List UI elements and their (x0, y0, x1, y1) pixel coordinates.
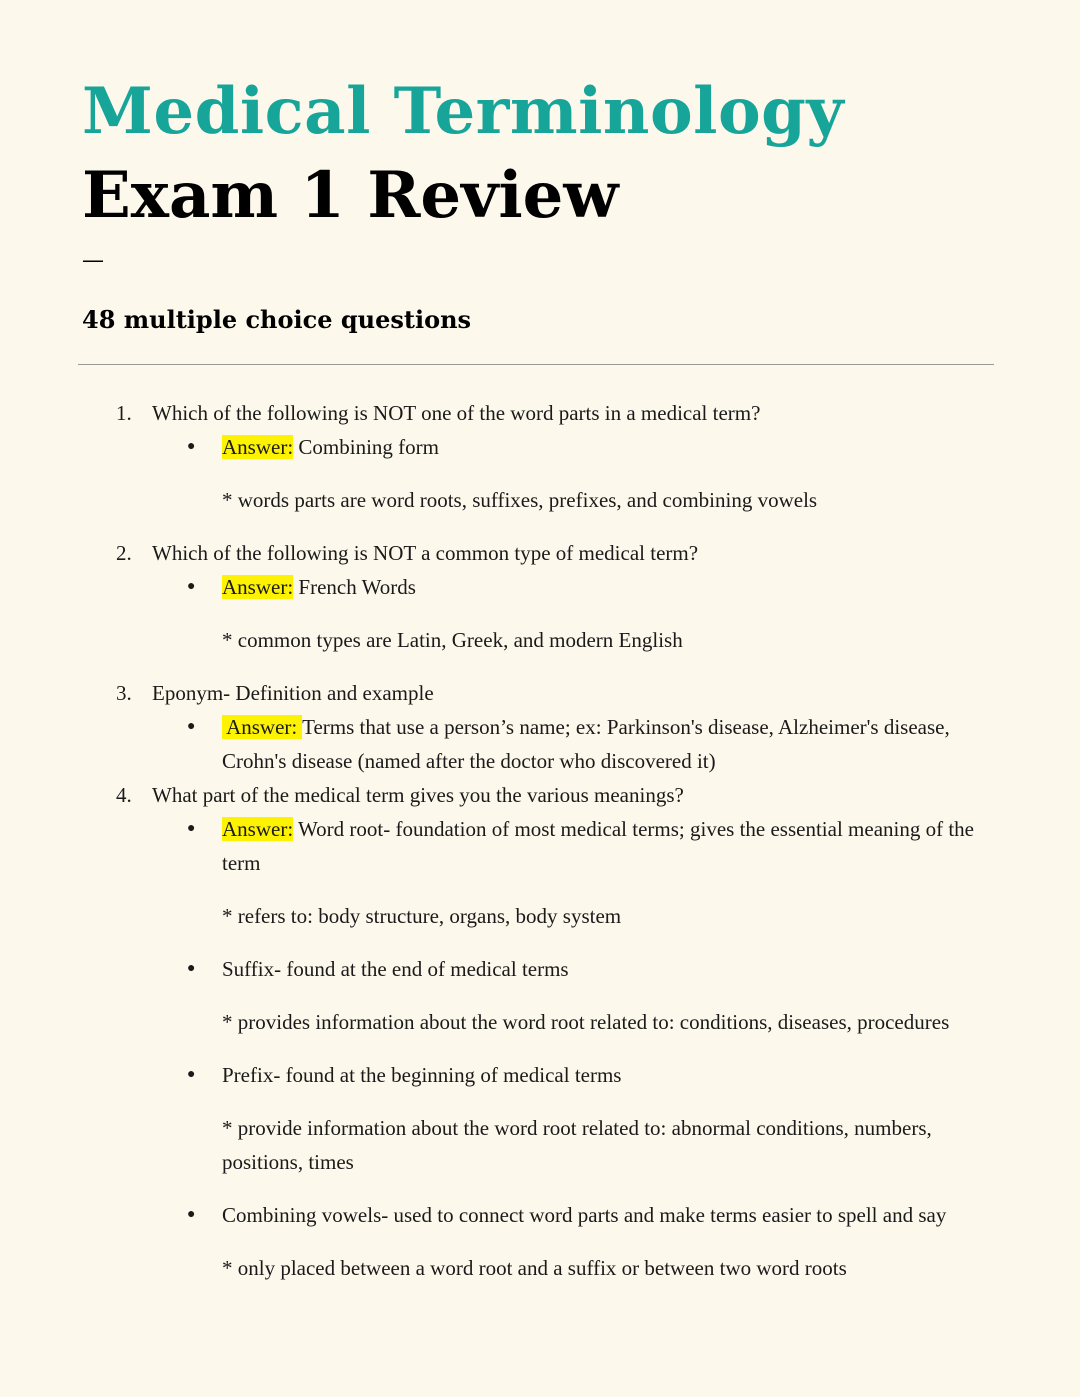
question-text: Eponym- Definition and example (152, 681, 434, 705)
answer-text: Word root- foundation of most medical terms; gives the essential meaning of the term (222, 817, 975, 875)
answer-label: Answer: (222, 575, 294, 599)
question-number: 1. (116, 401, 132, 425)
question-text: Which of the following is NOT one of the word parts in a medical term? (152, 401, 761, 425)
answer-text: Combining form (293, 435, 439, 459)
answer-text: French Words (293, 575, 416, 599)
question-number: 2. (116, 541, 132, 565)
title-exam-review: Exam 1 Review (82, 158, 619, 233)
question-text: What part of the medical term gives you the various meanings? (152, 783, 684, 807)
bullet-icon: ● (187, 1207, 196, 1222)
question-text: Which of the following is NOT a common type of medical term? (152, 541, 699, 565)
note-suffix: * provides information about the word root related to: conditions, diseases, procedures (222, 1010, 950, 1034)
bullet-icon: ● (187, 439, 196, 454)
answer-3 (0, 710, 1080, 778)
divider (78, 364, 994, 365)
question-number: 3. (116, 681, 132, 705)
part-text: Combining vowels- used to connect word parts and make terms easier to spell and say (222, 1203, 947, 1227)
answer-2 (0, 570, 1080, 604)
part-combining-vowels (0, 1198, 1080, 1232)
bullet-icon: ● (187, 821, 196, 836)
question-3 (0, 676, 1080, 710)
bullet-icon: ● (187, 1067, 196, 1082)
part-text: Prefix- found at the beginning of medical terms (222, 1063, 622, 1087)
answer-text: Terms that use a person’s name; ex: Parkinson's disease, Alzheimer's disease, Crohn's disease (named after the doctor who discovered it) (222, 715, 950, 773)
question-2 (0, 536, 1080, 570)
bullet-icon: ● (187, 579, 196, 594)
question-1 (0, 396, 1080, 430)
question-number: 4. (116, 783, 132, 807)
subtitle: 48 multiple choice questions (82, 305, 472, 334)
bullet-icon: ● (187, 961, 196, 976)
answer-label: Answer: (222, 817, 294, 841)
answer-1 (0, 430, 1080, 464)
part-text: Suffix- found at the end of medical terms (222, 957, 569, 981)
answer-label: Answer: (222, 715, 303, 739)
note-combining-vowels: * only placed between a word root and a suffix or between two word roots (222, 1256, 847, 1280)
title-medical-terminology: Medical Terminology (82, 74, 845, 149)
part-suffix (0, 952, 1080, 986)
answer-label: Answer: (222, 435, 294, 459)
question-list (0, 396, 1080, 1285)
note-1: * words parts are word roots, suffixes, prefixes, and combining vowels (222, 488, 818, 512)
note-2: * common types are Latin, Greek, and modern English (222, 628, 683, 652)
note-prefix: * provide information about the word root related to: abnormal conditions, numbers, positions, times (222, 1116, 932, 1174)
answer-4 (0, 812, 1080, 880)
part-prefix (0, 1058, 1080, 1092)
title-dash: — (82, 248, 104, 273)
note-4-word-root: * refers to: body structure, organs, body system (222, 904, 622, 928)
question-4 (0, 778, 1080, 812)
bullet-icon: ● (187, 719, 196, 734)
